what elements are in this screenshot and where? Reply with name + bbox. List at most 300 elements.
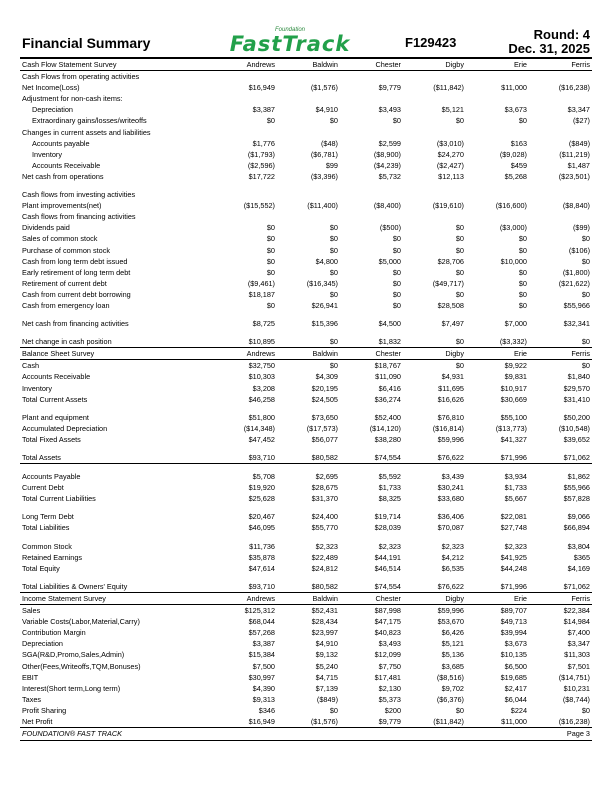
row-value: $9,831	[504, 372, 527, 382]
row-value: $51,800	[248, 412, 275, 422]
row-value	[340, 93, 403, 104]
row-value: $2,599	[378, 138, 401, 148]
row-value: $18,767	[374, 361, 401, 371]
row-value: $20,195	[311, 383, 338, 393]
row-value: $0	[581, 361, 590, 371]
row-label	[20, 464, 214, 472]
row-value: $0	[518, 289, 527, 299]
row-label: Inventory	[32, 149, 63, 159]
column-header: Digby	[403, 592, 466, 604]
row-value: $53,670	[437, 617, 464, 627]
row-label: Cash from emergency loan	[22, 300, 110, 310]
row-value: $0	[329, 116, 338, 126]
row-value: $0	[266, 267, 275, 277]
row-label: Cash Flows from operating activities	[22, 72, 140, 82]
row-value: $93,710	[214, 452, 277, 464]
row-label: Total Current Liabilities	[22, 494, 96, 504]
row-value	[214, 127, 277, 138]
row-label: Total Liabilities	[22, 523, 70, 533]
row-value: $15,396	[311, 319, 338, 329]
row-value: $6,500	[504, 661, 527, 671]
spacer-row	[20, 445, 592, 452]
logo-foundation-text: Foundation	[274, 27, 306, 33]
row-value	[214, 504, 277, 511]
table-row	[20, 434, 592, 445]
row-value: $56,077	[311, 434, 338, 444]
row-value: $15,384	[248, 650, 275, 660]
row-value: $27,748	[500, 523, 527, 533]
row-value: $7,000	[504, 319, 527, 329]
row-label: Net cash from financing activities	[22, 319, 129, 329]
row-value: $7,500	[252, 661, 275, 671]
row-value: $47,452	[248, 434, 275, 444]
row-value: ($1,576)	[310, 716, 338, 726]
row-value: $2,323	[504, 541, 527, 551]
row-label: Other(Fees,Writeoffs,TQM,Bonuses)	[22, 661, 141, 671]
table-row	[20, 200, 592, 211]
row-value: $0	[581, 256, 590, 266]
row-value: $1,840	[567, 372, 590, 382]
row-value: ($48)	[320, 138, 338, 148]
row-value: $10,917	[500, 383, 527, 393]
row-value	[403, 189, 466, 200]
row-value: $9,779	[378, 716, 401, 726]
column-header: Chester	[340, 59, 403, 71]
column-header: Erie	[466, 348, 529, 360]
row-value	[340, 182, 403, 189]
row-label: Total Fixed Assets	[22, 434, 81, 444]
row-value: $2,417	[504, 683, 527, 693]
row-value	[214, 182, 277, 189]
row-value: $6,535	[441, 563, 464, 573]
row-value: ($500)	[379, 223, 401, 233]
row-value: $9,313	[252, 694, 275, 704]
row-value	[466, 445, 529, 452]
row-value: ($1,576)	[310, 83, 338, 93]
row-value: $19,685	[500, 672, 527, 682]
row-value: ($14,751)	[558, 672, 590, 682]
row-value	[466, 71, 529, 83]
row-value: $41,925	[500, 552, 527, 562]
row-value: ($8,744)	[562, 694, 590, 704]
row-value: $30,241	[437, 483, 464, 493]
row-label	[20, 329, 214, 336]
row-value: $39,994	[500, 628, 527, 638]
row-value: $8,725	[252, 319, 275, 329]
row-value: $36,274	[374, 394, 401, 404]
row-value: $39,652	[563, 434, 590, 444]
row-value	[277, 211, 340, 222]
row-value: $6,044	[504, 694, 527, 704]
row-label: Cash flows from financing activities	[22, 212, 136, 222]
row-label: Taxes	[22, 694, 42, 704]
row-value	[403, 504, 466, 511]
row-value: $0	[329, 289, 338, 299]
row-value: $0	[266, 300, 275, 310]
fasttrack-logo	[220, 27, 360, 55]
row-label: Accounts Receivable	[32, 160, 101, 170]
row-value: $3,934	[504, 472, 527, 482]
row-value: $4,910	[315, 639, 338, 649]
row-value: $47,614	[248, 563, 275, 573]
row-value: $2,323	[315, 541, 338, 551]
row-label: Common Stock	[22, 541, 72, 551]
row-value: $10,135	[500, 650, 527, 660]
row-value: ($11,400)	[307, 201, 338, 211]
row-value: $0	[329, 234, 338, 244]
row-value: $30,669	[500, 394, 527, 404]
row-value	[403, 464, 466, 472]
row-value: $29,570	[563, 383, 590, 393]
row-value: $0	[266, 223, 275, 233]
row-value: $7,750	[378, 661, 401, 671]
row-label: Retirement of current debt	[22, 278, 107, 288]
row-value: ($8,400)	[373, 201, 401, 211]
row-value: $365	[573, 552, 590, 562]
row-value: $11,736	[249, 541, 275, 551]
row-value: $0	[329, 337, 338, 347]
row-value: $11,090	[375, 372, 401, 382]
row-value	[529, 574, 592, 581]
row-value: $0	[455, 116, 464, 126]
row-value: $0	[392, 278, 401, 288]
spacer-row	[20, 504, 592, 511]
row-value: $0	[455, 705, 464, 715]
row-value: $0	[329, 245, 338, 255]
row-value: $24,505	[311, 394, 338, 404]
row-value: $1,862	[567, 472, 590, 482]
row-value: $4,800	[315, 256, 338, 266]
row-value: $11,000	[501, 83, 527, 93]
table-row	[20, 627, 592, 638]
row-value: $4,715	[315, 672, 338, 682]
row-value	[277, 504, 340, 511]
row-label: Inventory	[22, 383, 53, 393]
row-value: ($99)	[572, 223, 590, 233]
row-value: $346	[258, 705, 275, 715]
cash-flow-table	[20, 58, 592, 347]
table-row	[20, 267, 592, 278]
row-value: $46,258	[248, 394, 275, 404]
row-value: $3,804	[567, 541, 590, 551]
table-row	[20, 552, 592, 563]
report-header	[20, 27, 592, 57]
row-value	[340, 71, 403, 83]
table-row	[20, 371, 592, 382]
row-value: ($11,842)	[433, 716, 464, 726]
row-value	[403, 534, 466, 541]
row-label	[20, 574, 214, 581]
row-value	[340, 405, 403, 412]
row-value: $0	[455, 234, 464, 244]
table-row	[20, 563, 592, 574]
row-value: $4,169	[567, 563, 590, 573]
column-header: Ferris	[529, 592, 592, 604]
row-label: Contribution Margin	[22, 628, 86, 638]
row-value	[277, 405, 340, 412]
row-value	[214, 534, 277, 541]
row-value	[214, 445, 277, 452]
table-row	[20, 138, 592, 149]
page-number: Page 3	[566, 729, 590, 739]
row-value: $19,920	[248, 483, 275, 493]
row-value: $1,832	[378, 337, 401, 347]
row-value: $8,325	[378, 494, 401, 504]
row-value	[277, 445, 340, 452]
row-value: $0	[329, 705, 338, 715]
row-value: $0	[581, 705, 590, 715]
round-info	[508, 28, 590, 56]
row-value: $11,303	[564, 650, 590, 660]
row-value: $55,966	[563, 300, 590, 310]
row-value: $1,776	[252, 138, 275, 148]
row-value: $10,000	[500, 256, 527, 266]
row-value: $49,713	[500, 617, 527, 627]
row-value: ($2,596)	[247, 160, 275, 170]
row-value: $0	[518, 116, 527, 126]
row-label: Plant and equipment	[22, 412, 89, 422]
row-value: $459	[510, 160, 527, 170]
row-value: $0	[518, 278, 527, 288]
row-label: Extraordinary gains/losses/writeoffs	[32, 116, 147, 126]
row-value	[277, 329, 340, 336]
row-value: $0	[581, 234, 590, 244]
row-value: $5,121	[441, 639, 464, 649]
row-value: $50,200	[563, 412, 590, 422]
row-value: $4,910	[315, 105, 338, 115]
row-value: ($14,348)	[243, 423, 275, 433]
row-value: $0	[392, 289, 401, 299]
row-value: $0	[455, 223, 464, 233]
row-value	[340, 329, 403, 336]
row-value: $89,707	[500, 606, 527, 616]
row-value: $55,770	[311, 523, 338, 533]
row-label: Long Term Debt	[22, 512, 74, 522]
row-value: $5,136	[441, 650, 464, 660]
row-value	[214, 574, 277, 581]
row-value: $36,406	[437, 512, 464, 522]
row-label: Sales	[22, 606, 41, 616]
row-value: $0	[266, 234, 275, 244]
table-row	[20, 222, 592, 233]
row-value: $41,327	[500, 434, 527, 444]
row-value	[529, 189, 592, 200]
row-value	[403, 182, 466, 189]
row-value: $22,384	[563, 606, 590, 616]
row-value: $47,175	[374, 617, 401, 627]
row-value	[466, 405, 529, 412]
row-value: $200	[384, 705, 401, 715]
row-value: $5,121	[441, 105, 464, 115]
column-header: Andrews	[214, 59, 277, 71]
row-label: Net change in cash position	[22, 337, 112, 347]
row-value: $6,426	[441, 628, 464, 638]
row-label: Total Liabilities & Owners' Equity	[22, 581, 128, 591]
row-value: ($8,900)	[373, 149, 401, 159]
row-value: $9,922	[504, 361, 527, 371]
row-value: $224	[510, 705, 527, 715]
row-value: $5,000	[378, 256, 401, 266]
row-value: $10,895	[248, 337, 275, 347]
row-value: ($8,516)	[436, 672, 464, 682]
row-value: $0	[329, 361, 338, 371]
row-value: $125,312	[244, 606, 275, 616]
table-row	[20, 482, 592, 493]
row-label: Net Income(Loss)	[22, 83, 80, 93]
row-value: $5,240	[315, 661, 338, 671]
row-value: $19,714	[374, 512, 401, 522]
row-value: $0	[392, 234, 401, 244]
row-value	[529, 182, 592, 189]
row-value	[529, 127, 592, 138]
row-value	[277, 574, 340, 581]
row-value	[466, 189, 529, 200]
row-value: $5,667	[504, 494, 527, 504]
row-value: $76,810	[437, 412, 464, 422]
row-label: Interest(Short term,Long term)	[22, 683, 121, 693]
table-row	[20, 716, 592, 727]
row-label	[20, 534, 214, 541]
row-value: $0	[392, 267, 401, 277]
row-value: ($21,622)	[558, 278, 590, 288]
row-value	[340, 127, 403, 138]
row-value: $23,997	[311, 628, 338, 638]
row-value: $0	[392, 116, 401, 126]
section-title: Cash Flow Statement Survey	[20, 59, 214, 71]
row-value: $59,996	[437, 434, 464, 444]
row-value: $7,497	[441, 319, 464, 329]
table-row	[20, 452, 592, 464]
row-value: $0	[518, 267, 527, 277]
row-value: $55,100	[500, 412, 527, 422]
row-label: Accounts Payable	[22, 472, 81, 482]
row-value	[277, 464, 340, 472]
row-value: ($13,773)	[495, 423, 527, 433]
row-label	[20, 405, 214, 412]
row-value	[529, 211, 592, 222]
row-value	[340, 445, 403, 452]
table-row	[20, 661, 592, 672]
row-value: $0	[329, 267, 338, 277]
row-value: $3,439	[441, 472, 464, 482]
row-value	[340, 464, 403, 472]
table-row	[20, 82, 592, 93]
table-row	[20, 149, 592, 160]
row-value: $70,087	[437, 523, 464, 533]
row-label: Cash from current debt borrowing	[22, 289, 131, 299]
row-value	[214, 405, 277, 412]
row-value: $0	[455, 361, 464, 371]
row-value: $9,066	[567, 512, 590, 522]
row-value: ($6,376)	[436, 694, 464, 704]
table-row	[20, 522, 592, 533]
row-value: $0	[518, 300, 527, 310]
table-row	[20, 383, 592, 394]
row-value	[403, 71, 466, 83]
row-value: $31,370	[311, 494, 338, 504]
row-label: EBIT	[22, 672, 39, 682]
round-number: Round: 4	[533, 27, 590, 42]
row-value: $18,187	[248, 289, 275, 299]
row-value: $5,268	[504, 171, 527, 181]
row-value	[529, 93, 592, 104]
row-value	[466, 127, 529, 138]
table-row	[20, 245, 592, 256]
row-value: $0	[392, 245, 401, 255]
row-value: $59,996	[437, 606, 464, 616]
row-value: $40,823	[374, 628, 401, 638]
company-id: F129423	[405, 35, 457, 50]
table-row	[20, 256, 592, 267]
table-row	[20, 705, 592, 716]
row-label: Accounts payable	[32, 138, 90, 148]
row-value: $7,400	[567, 628, 590, 638]
row-value: $3,387	[252, 105, 275, 115]
row-label: Cash	[22, 361, 40, 371]
table-row	[20, 541, 592, 552]
row-value: $17,722	[248, 171, 275, 181]
row-value: $30,997	[248, 672, 275, 682]
column-header: Andrews	[214, 348, 277, 360]
table-row	[20, 189, 592, 200]
row-value: $4,500	[378, 319, 401, 329]
row-value: $1,487	[567, 160, 590, 170]
spacer-row	[20, 311, 592, 318]
row-value: ($6,781)	[310, 149, 338, 159]
table-row	[20, 493, 592, 504]
row-value: $33,680	[437, 494, 464, 504]
financial-summary-page	[20, 27, 592, 741]
table-row	[20, 211, 592, 222]
row-value: $12,099	[374, 650, 401, 660]
table-row	[20, 683, 592, 694]
column-header: Baldwin	[277, 348, 340, 360]
row-value: $87,998	[374, 606, 401, 616]
row-value: $3,493	[378, 105, 401, 115]
row-value	[340, 534, 403, 541]
income-statement-table	[20, 592, 592, 727]
row-label: Cash from long term debt issued	[22, 256, 128, 266]
row-value	[466, 182, 529, 189]
row-value: $57,268	[248, 628, 275, 638]
row-value: $71,996	[500, 581, 527, 591]
row-value: ($3,396)	[310, 171, 338, 181]
row-value: ($49,717)	[432, 278, 464, 288]
row-value: $74,554	[374, 581, 401, 591]
spacer-row	[20, 574, 592, 581]
row-value: $3,347	[567, 639, 590, 649]
table-row	[20, 318, 592, 329]
row-label: Net cash from operations	[22, 171, 104, 181]
row-value: $6,416	[378, 383, 401, 393]
table-row	[20, 471, 592, 482]
row-value: $28,508	[437, 300, 464, 310]
table-row	[20, 233, 592, 244]
row-value	[277, 127, 340, 138]
row-value: $44,248	[500, 563, 527, 573]
row-value: ($16,600)	[495, 201, 527, 211]
logo-fasttrack-text: FastTrack	[229, 32, 351, 56]
row-value	[466, 574, 529, 581]
row-value	[529, 311, 592, 318]
row-value: $3,208	[252, 383, 275, 393]
row-label: Profit Sharing	[22, 705, 67, 715]
column-header: Erie	[466, 592, 529, 604]
row-value: $12,113	[438, 171, 464, 181]
row-value: $57,828	[563, 494, 590, 504]
row-value: $11,000	[501, 716, 527, 726]
table-row	[20, 278, 592, 289]
